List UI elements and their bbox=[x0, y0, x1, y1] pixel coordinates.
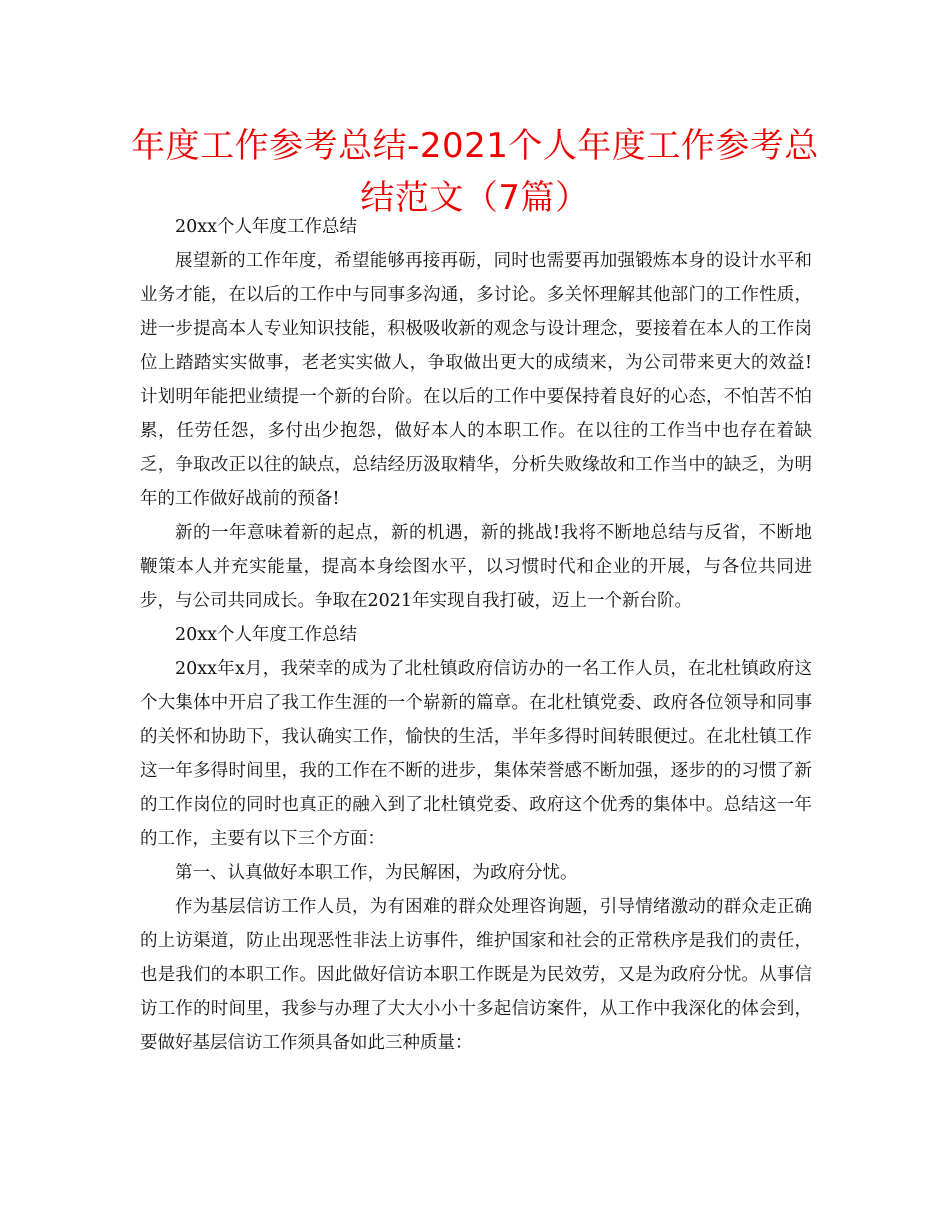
section-heading: 20xx个人年度工作总结 bbox=[175, 625, 358, 645]
body-paragraph: 新的一年意味着新的起点，新的机遇，新的挑战!我将不断地总结与反省，不断地鞭策本人并充实能量，提高本身绘图水平，以习惯时代和企业的开展，与各位共同进步，与公司共同成长。争取在2021年实现自我打破，迈上一个新台阶。 bbox=[140, 523, 812, 611]
document-body bbox=[140, 210, 812, 1060]
section-heading: 20xx个人年度工作总结 bbox=[175, 217, 358, 237]
document-title: 年度工作参考总结-2021个人年度工作参考总结范文（7篇） bbox=[131, 126, 819, 218]
body-paragraph: 第一、认真做好本职工作，为民解困，为政府分忧。 bbox=[175, 863, 578, 883]
body-paragraph: 展望新的工作年度，希望能够再接再砺，同时也需要再加强锻炼本身的设计水平和业务才能，在以后的工作中与同事多沟通，多讨论。多关怀理解其他部门的工作性质，进一步提高本人专业知识技能，积极吸收新的观念与设计理念，要接着在本人的工作岗位上踏踏实实做事，老老实实做人，争取做出更大的成绩来，为公司带来更大的效益!计划明年能把业绩提一个新的台阶。在以后的工作中要保持着良好的心态，不怕苦不怕累，任劳任怨，多付出少抱怨，做好本人的本职工作。在以往的工作当中也存在着缺乏，争取改正以往的缺点，总结经历汲取精华，分析失败缘故和工作当中的缺乏，为明年的工作做好战前的预备! bbox=[140, 251, 812, 509]
body-paragraph: 20xx年x月，我荣幸的成为了北杜镇政府信访办的一名工作人员，在北杜镇政府这个大集体中开启了我工作生涯的一个崭新的篇章。在北杜镇党委、政府各位领导和同事的关怀和协助下，我认确实工作，愉快的生活，半年多得时间转眼便过。在北杜镇工作这一年多得时间里，我的工作在不断的进步，集体荣誉感不断加强，逐步的的习惯了新的工作岗位的同时也真正的融入到了北杜镇党委、政府这个优秀的集体中。总结这一年的工作，主要有以下三个方面： bbox=[140, 659, 812, 849]
body-paragraph: 作为基层信访工作人员，为有困难的群众处理咨询题，引导情绪激动的群众走正确的上访渠道，防止出现恶性非法上访事件，维护国家和社会的正常秩序是我们的责任，也是我们的本职工作。因此做好信访本职工作既是为民效劳，又是为政府分忧。从事信访工作的时间里，我参与办理了大大小小十多起信访案件，从工作中我深化的体会到，要做好基层信访工作须具备如此三种质量： bbox=[140, 897, 812, 1053]
